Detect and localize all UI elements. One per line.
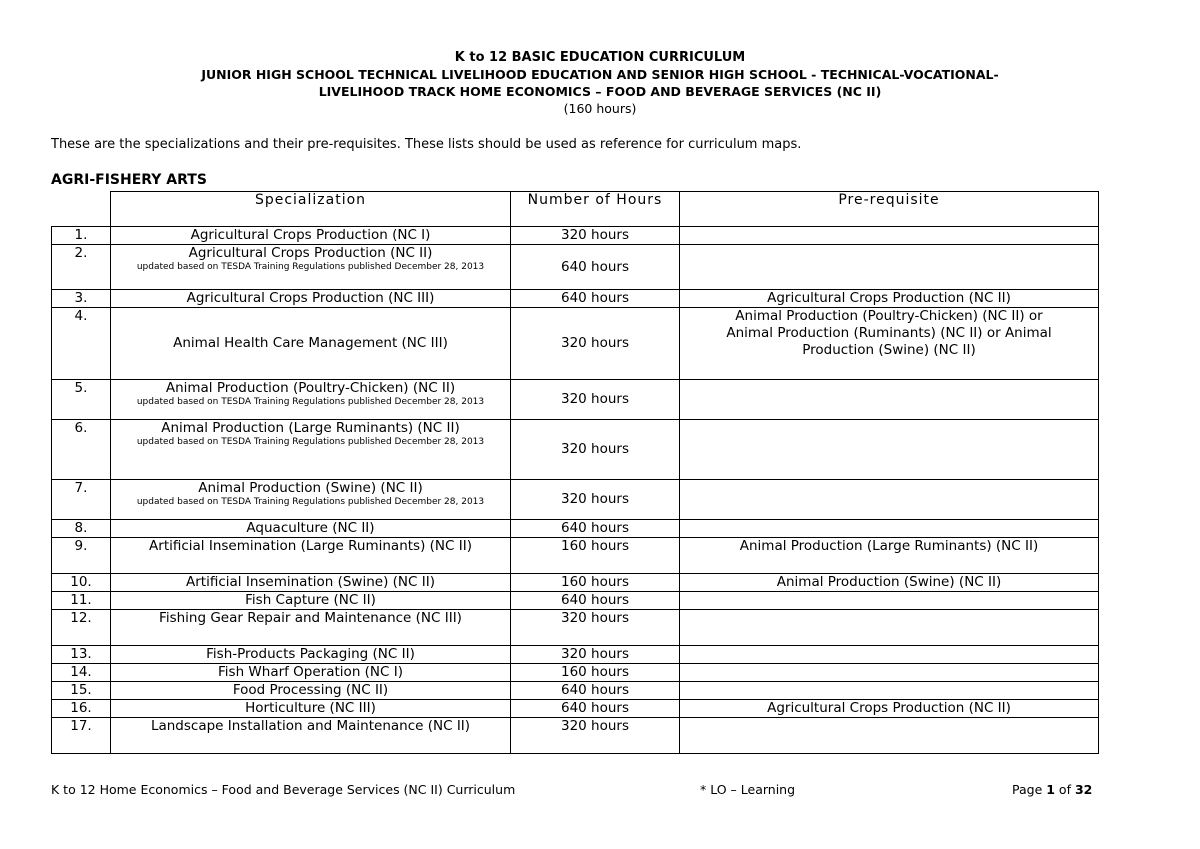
hours-cell: 640 hours — [511, 520, 680, 538]
table-header-row — [52, 192, 1099, 227]
specialization-cell — [111, 574, 511, 592]
prerequisite-cell: Animal Production (Poultry-Chicken) (NC II) or Animal Production (Ruminants) (NC II) or Animal Production (Swine) (NC II) — [680, 308, 1099, 380]
specialization-name: Artificial Insemination (Swine) (NC II) — [186, 574, 435, 590]
prerequisite-cell — [680, 420, 1099, 480]
footer-page-number: Page 1 of 32 — [1012, 782, 1093, 797]
row-number: 15. — [52, 682, 111, 700]
specialization-cell — [111, 700, 511, 718]
specialization-cell — [111, 290, 511, 308]
prerequisite-cell — [680, 646, 1099, 664]
row-number: 14. — [52, 664, 111, 682]
prerequisite-cell — [680, 610, 1099, 646]
specialization-name: Animal Production (Swine) (NC II) — [198, 480, 423, 496]
hours-cell: 320 hours — [511, 718, 680, 754]
specialization-cell — [111, 245, 511, 290]
specialization-cell — [111, 592, 511, 610]
table-row — [52, 290, 1099, 308]
specialization-name: Animal Production (Large Ruminants) (NC II) — [161, 420, 460, 436]
table-row — [52, 227, 1099, 245]
table-row — [52, 610, 1099, 646]
row-number: 4. — [52, 308, 111, 380]
row-number: 16. — [52, 700, 111, 718]
hours-cell: 640 hours — [511, 290, 680, 308]
hours-cell: 320 hours — [511, 646, 680, 664]
row-number: 12. — [52, 610, 111, 646]
row-number: 13. — [52, 646, 111, 664]
specialization-name: Fish Wharf Operation (NC I) — [218, 664, 403, 680]
column-header-specialization: Specialization — [111, 192, 511, 227]
specialization-cell — [111, 420, 511, 480]
hours-cell: 640 hours — [511, 245, 680, 290]
row-number: 6. — [52, 420, 111, 480]
hours-cell: 320 hours — [511, 420, 680, 480]
specialization-table — [51, 191, 1099, 754]
specialization-cell — [111, 380, 511, 420]
table-row — [52, 420, 1099, 480]
footer-document-title: K to 12 Home Economics – Food and Beverage Services (NC II) Curriculum — [51, 782, 516, 797]
prerequisite-cell: Animal Production (Large Ruminants) (NC II) — [680, 538, 1099, 574]
specialization-cell — [111, 538, 511, 574]
hours-cell: 160 hours — [511, 538, 680, 574]
prerequisite-cell — [680, 520, 1099, 538]
specialization-name: Animal Health Care Management (NC III) — [173, 335, 448, 351]
specialization-name: Agricultural Crops Production (NC II) — [188, 245, 433, 261]
program-title-line-1: JUNIOR HIGH SCHOOL TECHNICAL LIVELIHOOD EDUCATION AND SENIOR HIGH SCHOOL - TECHNICAL-VOCATIONAL- — [201, 67, 999, 82]
hours-cell: 320 hours — [511, 227, 680, 245]
table-row — [52, 646, 1099, 664]
hours-cell: 320 hours — [511, 480, 680, 520]
prerequisite-cell: Agricultural Crops Production (NC II) — [680, 290, 1099, 308]
hours-cell: 160 hours — [511, 574, 680, 592]
specialization-name: Fishing Gear Repair and Maintenance (NC III) — [159, 610, 462, 626]
curriculum-title: K to 12 BASIC EDUCATION CURRICULUM — [454, 50, 746, 65]
prerequisite-cell — [680, 227, 1099, 245]
prerequisite-cell — [680, 664, 1099, 682]
prerequisite-cell: Animal Production (Swine) (NC II) — [680, 574, 1099, 592]
hours-cell: 160 hours — [511, 664, 680, 682]
table-row — [52, 480, 1099, 520]
specialization-cell — [111, 682, 511, 700]
column-header-number — [52, 192, 111, 227]
specialization-note: updated based on TESDA Training Regulations published December 28, 2013 — [136, 497, 485, 507]
table-row — [52, 380, 1099, 420]
hours-cell: 320 hours — [511, 380, 680, 420]
table-row — [52, 664, 1099, 682]
prerequisite-cell — [680, 380, 1099, 420]
prerequisite-cell — [680, 245, 1099, 290]
table-row — [52, 592, 1099, 610]
row-number: 5. — [52, 380, 111, 420]
hours-cell: 640 hours — [511, 700, 680, 718]
row-number: 9. — [52, 538, 111, 574]
table-row — [52, 574, 1099, 592]
specialization-cell — [111, 520, 511, 538]
specialization-name: Agricultural Crops Production (NC III) — [186, 290, 435, 306]
specialization-name: Landscape Installation and Maintenance (NC II) — [150, 718, 471, 734]
row-number: 2. — [52, 245, 111, 290]
specialization-name: Artificial Insemination (Large Ruminants) (NC II) — [149, 538, 472, 554]
specialization-name: Animal Production (Poultry-Chicken) (NC II) — [165, 380, 456, 396]
intro-text: These are the specializations and their pre-requisites. These lists should be used as reference for curriculum maps. — [51, 137, 802, 152]
row-number: 10. — [52, 574, 111, 592]
specialization-name: Agricultural Crops Production (NC I) — [190, 227, 431, 243]
specialization-name: Aquaculture (NC II) — [246, 520, 375, 536]
specialization-note: updated based on TESDA Training Regulations published December 28, 2013 — [136, 437, 485, 447]
prerequisite-cell — [680, 682, 1099, 700]
row-number: 17. — [52, 718, 111, 754]
specialization-cell — [111, 610, 511, 646]
specialization-cell — [111, 480, 511, 520]
hours-cell: 640 hours — [511, 682, 680, 700]
row-number: 7. — [52, 480, 111, 520]
hours-cell: 320 hours — [511, 308, 680, 380]
table-row — [52, 700, 1099, 718]
hours-cell: 640 hours — [511, 592, 680, 610]
specialization-cell — [111, 646, 511, 664]
specialization-note: updated based on TESDA Training Regulations published December 28, 2013 — [136, 397, 485, 407]
prerequisite-cell — [680, 718, 1099, 754]
column-header-hours: Number of Hours — [511, 192, 680, 227]
table-body — [52, 227, 1099, 754]
specialization-cell — [111, 308, 511, 380]
column-header-prerequisite: Pre-requisite — [680, 192, 1099, 227]
hours-cell: 320 hours — [511, 610, 680, 646]
table-row — [52, 245, 1099, 290]
specialization-name: Horticulture (NC III) — [245, 700, 376, 716]
specialization-cell — [111, 718, 511, 754]
table-row — [52, 520, 1099, 538]
row-number: 1. — [52, 227, 111, 245]
specialization-name: Fish Capture (NC II) — [245, 592, 376, 608]
footer-legend: * LO – Learning — [700, 782, 796, 797]
row-number: 8. — [52, 520, 111, 538]
specialization-note: updated based on TESDA Training Regulations published December 28, 2013 — [136, 262, 485, 272]
specialization-cell — [111, 664, 511, 682]
specialization-cell — [111, 227, 511, 245]
document-header — [0, 50, 1200, 117]
prerequisite-cell — [680, 480, 1099, 520]
row-number: 3. — [52, 290, 111, 308]
specialization-name: Food Processing (NC II) — [232, 682, 389, 698]
program-title-line-2: LIVELIHOOD TRACK HOME ECONOMICS – FOOD AND BEVERAGE SERVICES (NC II) — [318, 84, 882, 99]
table-row — [52, 308, 1099, 380]
program-hours: (160 hours) — [563, 101, 637, 116]
table-row — [52, 538, 1099, 574]
table-row — [52, 682, 1099, 700]
row-number: 11. — [52, 592, 111, 610]
table-row — [52, 718, 1099, 754]
prerequisite-cell: Agricultural Crops Production (NC II) — [680, 700, 1099, 718]
specialization-name: Fish-Products Packaging (NC II) — [206, 646, 415, 662]
section-title: AGRI-FISHERY ARTS — [51, 172, 207, 188]
prerequisite-cell — [680, 592, 1099, 610]
